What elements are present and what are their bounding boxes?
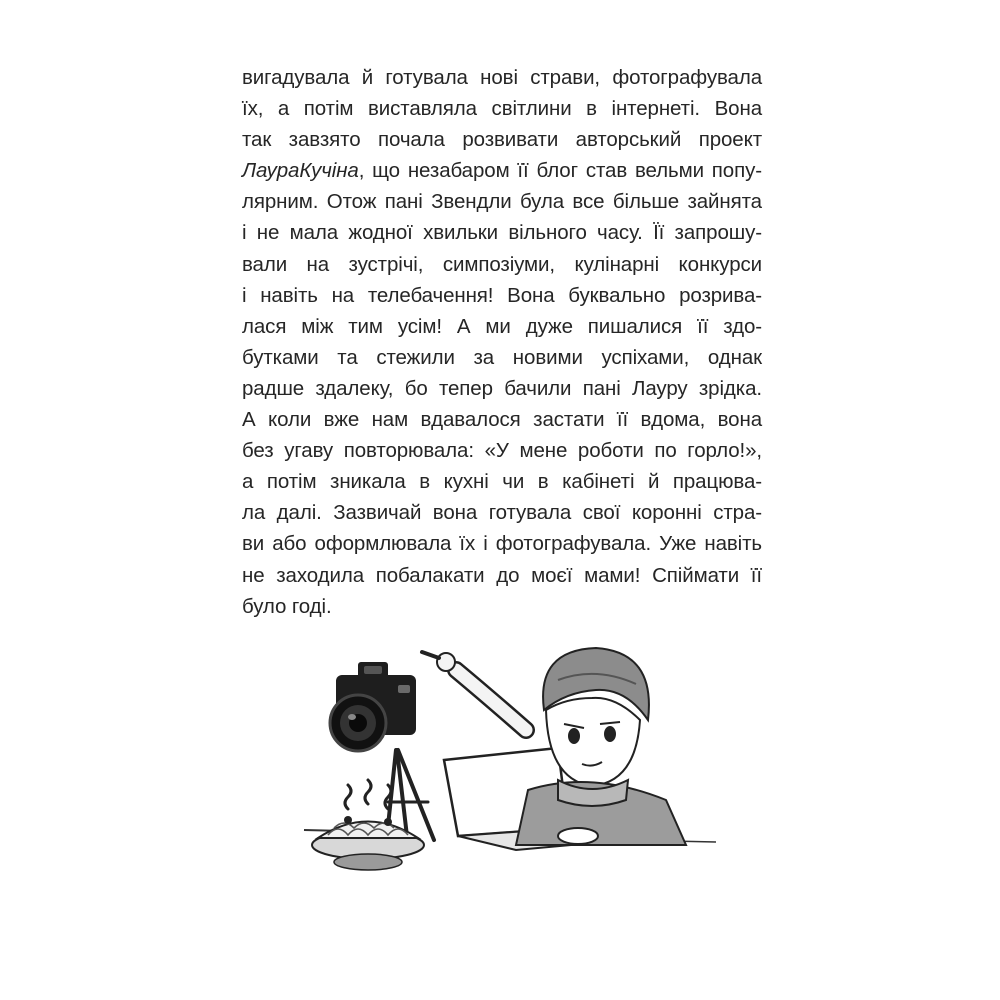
text-line-16: ви або оформлювала їх і фотографувала. Уже навіть	[242, 532, 762, 556]
text-line-12: А коли вже нам вдавалося застати її вдома, вона	[242, 408, 762, 432]
text-line-6: і не мала жодної хвильки вільного часу. Її запрошу-	[242, 221, 762, 245]
text-line-11: радше здалеку, бо тепер бачили пані Лауру зрідка.	[242, 376, 762, 400]
text-line-1: вигадувала й готувала нові страви, фотографувала	[242, 66, 762, 89]
text-line-7: вали на зустрічі, симпозіуми, кулінарні конкурси	[242, 252, 762, 276]
text-line-17: не заходила побалакати до моєї мами! Спіймати її	[242, 563, 762, 587]
body-text	[242, 62, 762, 622]
text-line-2: їх, а потім виставляла світлини в інтернеті. Вона	[242, 97, 762, 121]
text-line-3: так завзято почала розвивати авторський проект	[242, 128, 762, 152]
text-line-4-rest: , що незабаром її блог став вельми попу-	[358, 159, 762, 183]
text-line-4	[242, 155, 762, 186]
illustration	[296, 640, 756, 880]
text-line-10: бутками та стежили за новими успіхами, однак	[242, 345, 762, 369]
camera-icon	[330, 662, 416, 751]
steam-icon	[345, 780, 391, 809]
text-line-8: і навіть на телебачення! Вона буквально розрива-	[242, 283, 762, 307]
text-line-13: без угаву повторювала: «У мене роботи по горло!»,	[242, 439, 762, 463]
text-line-18: було годі.	[242, 594, 332, 618]
text-line-15: ла далі. Зазвичай вона готувала свої коронні стра-	[242, 501, 762, 525]
text-line-5: лярним. Отож пані Звендли була все більше зайнята	[242, 190, 762, 214]
text-line-14: а потім зникала в кухні чи в кабінеті й працюва-	[242, 470, 762, 494]
project-name: ЛаураКучіна	[242, 159, 359, 183]
text-line-9: лася між тим усім! А ми дуже пишалися її здо-	[242, 314, 762, 338]
